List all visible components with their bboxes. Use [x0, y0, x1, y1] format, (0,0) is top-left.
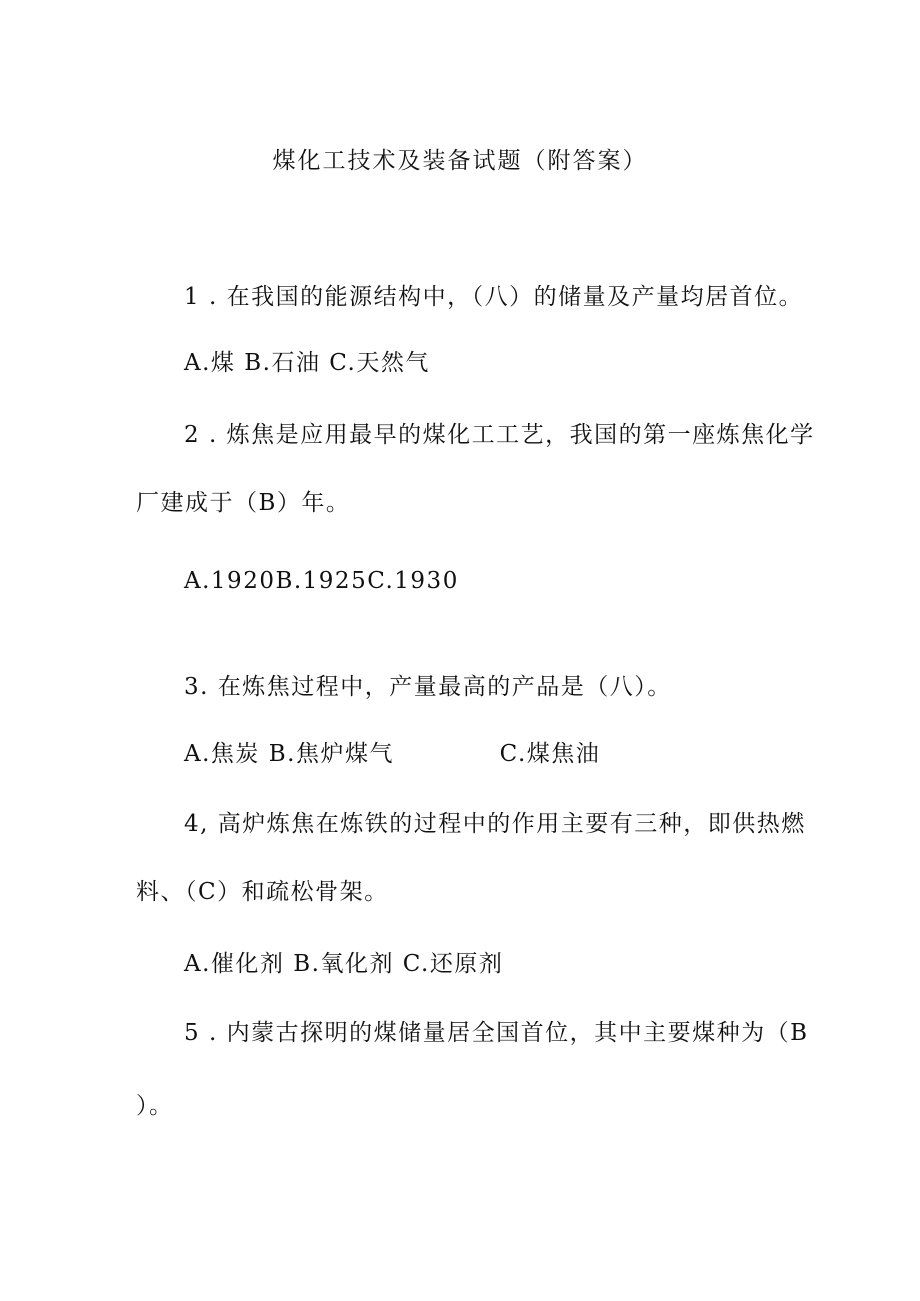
question-1-options: A.煤 B.石油 C.天然气 — [184, 350, 430, 376]
question-5-text-continued: ）。 — [136, 1093, 174, 1119]
question-4-text: 4, 高炉炼焦在炼铁的过程中的作用主要有三种，即供热燃 — [184, 811, 806, 837]
question-3-text: 3. 在炼焦过程中，产量最高的产品是（八）。 — [184, 674, 672, 700]
question-5-text: 5 . 内蒙古探明的煤储量居全国首位，其中主要煤种为（B — [184, 1020, 809, 1046]
question-4-text-continued: 料、（C）和疏松骨架。 — [136, 879, 389, 905]
question-2-text: 2 . 炼焦是应用最早的煤化工工艺，我国的第一座炼焦化学 — [184, 422, 815, 448]
question-1-text: 1 . 在我国的能源结构中，（八）的储量及产量均居首位。 — [184, 284, 804, 310]
question-2-text-continued: 厂建成于（B）年。 — [136, 490, 351, 516]
question-3-options: A.焦炭 B.焦炉煤气 C.煤焦油 — [184, 741, 601, 767]
document-title: 煤化工技术及装备试题（附答案） — [272, 148, 648, 174]
question-4-options: A.催化剂 B.氧化剂 C.还原剂 — [184, 951, 504, 977]
question-2-options: A.1920B.1925C.1930 — [184, 568, 459, 594]
